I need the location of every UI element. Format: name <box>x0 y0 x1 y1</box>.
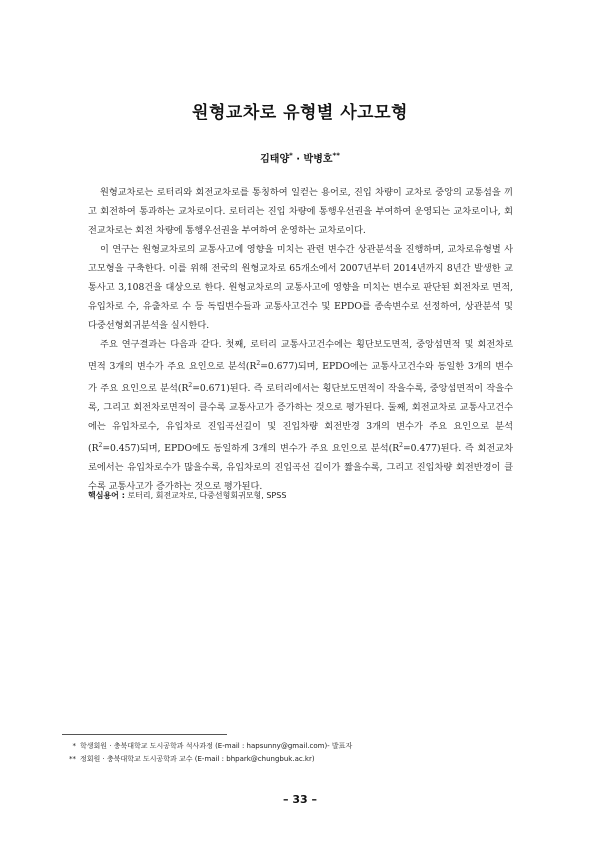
author-footnote-mark: * <box>289 151 293 160</box>
text-run: =0.677)되며, EPDO에는 교통사고건수와 동일한 3개의 변수가 주요 요인으로 분석(R <box>88 361 513 395</box>
footnotes <box>62 740 542 766</box>
abstract <box>88 183 513 496</box>
footnote-mark: * <box>72 742 76 750</box>
keywords-text: 로터리, 회전교차로, 다중선형회귀모형, SPSS <box>124 491 287 500</box>
footnote-divider <box>62 734 227 735</box>
footnote-text: 정회원 · 충북대학교 도시공학과 교수 (E-mail : bhpark@chungbuk.ac.kr) <box>80 755 315 763</box>
author-separator: · <box>292 154 304 165</box>
footnote <box>62 740 542 753</box>
keywords-label: 핵심용어 : <box>88 491 125 500</box>
author-line <box>0 150 600 165</box>
superscript: 2 <box>98 442 103 450</box>
page-number: – 33 – <box>283 793 317 806</box>
paper-title: 원형교차로 유형별 사고모형 <box>192 103 408 123</box>
superscript: 2 <box>256 360 261 367</box>
author-name: 박병호 <box>303 154 333 165</box>
superscript: 2 <box>188 382 193 390</box>
abstract-paragraph: 원형교차로는 로터리와 회전교차로를 통칭하여 일컫는 용어로, 진입 차량이 교차로 중앙의 교통섬을 끼고 회전하여 통과하는 교차로이다. 로터리는 진입 차량에 통행우선권을 부여하여 운영되는 교차로이나, 회전교차로는 회전 차량에 통행우선권을 부여하여 운영하는 교차로이다. <box>88 187 513 236</box>
text-run: =0.477)된다. 즉 회전교차로에서는 유입차로수가 많을수록, 유입차로의 진입곡선 길이가 짧을수록, 그리고 진입차량 회전반경이 클수록 교통사고가 증가하는 것으로 평가된다. <box>88 443 513 493</box>
author-name: 김태양 <box>260 154 290 165</box>
author-footnote-mark: ** <box>332 151 340 160</box>
footnote-text: 학생회원 · 충북대학교 도시공학과 석사과정 (E-mail : hapsunny@gmail.com)- 발표자 <box>80 742 353 750</box>
abstract-paragraph: 이 연구는 원형교차로의 교통사고에 영향을 미치는 관련 변수간 상관분석을 진행하며, 교차로유형별 사고모형을 구축한다. 이를 위해 전국의 원형교차로 65개소에서 2007년부터 2014년까지 8년간 발생한 교통사고 3,108건을 대상으로 한다. 원형교차로의 교통사고에 영향을 미치는 변수로 판단된 회전차로 면적, 유입차로 수, 유출차로 수 등 독립변수들과 교통사고건수 및 EPDO를 종속변수로 선정하여, 상관분석 및 다중선형회귀분석을 실시한다. <box>88 244 513 331</box>
superscript: 2 <box>399 442 403 450</box>
footnote <box>62 753 542 766</box>
footnote-mark: ** <box>69 755 76 763</box>
keywords <box>88 490 513 501</box>
text-run: =0.671)된다. 즉 로터리에서는 횡단보도면적이 작을수록, 중앙섬면적이 작을수록, 그리고 회전차로면적이 클수록 교통사고가 증가하는 것으로 평가된다. 둘째, 회전교차로 교통사고건수에는 유입차로수, 유입차로 진입곡선길이 및 진입차량 회전반경 3개의 변수가 주요 요인으로 분석(R <box>88 383 513 455</box>
text-run: =0.457)되며, EPDO에도 동일하게 3개의 변수가 주요 요인으로 분석(R <box>102 443 400 455</box>
text-run: 주요 연구결과는 다음과 같다. 첫째, 로터리 교통사고건수에는 횡단보도면적, 중앙섬면적 및 회전차로 면적 3개의 변수가 주요 요인으로 분석(R <box>88 339 513 373</box>
abstract-paragraph <box>88 335 513 496</box>
